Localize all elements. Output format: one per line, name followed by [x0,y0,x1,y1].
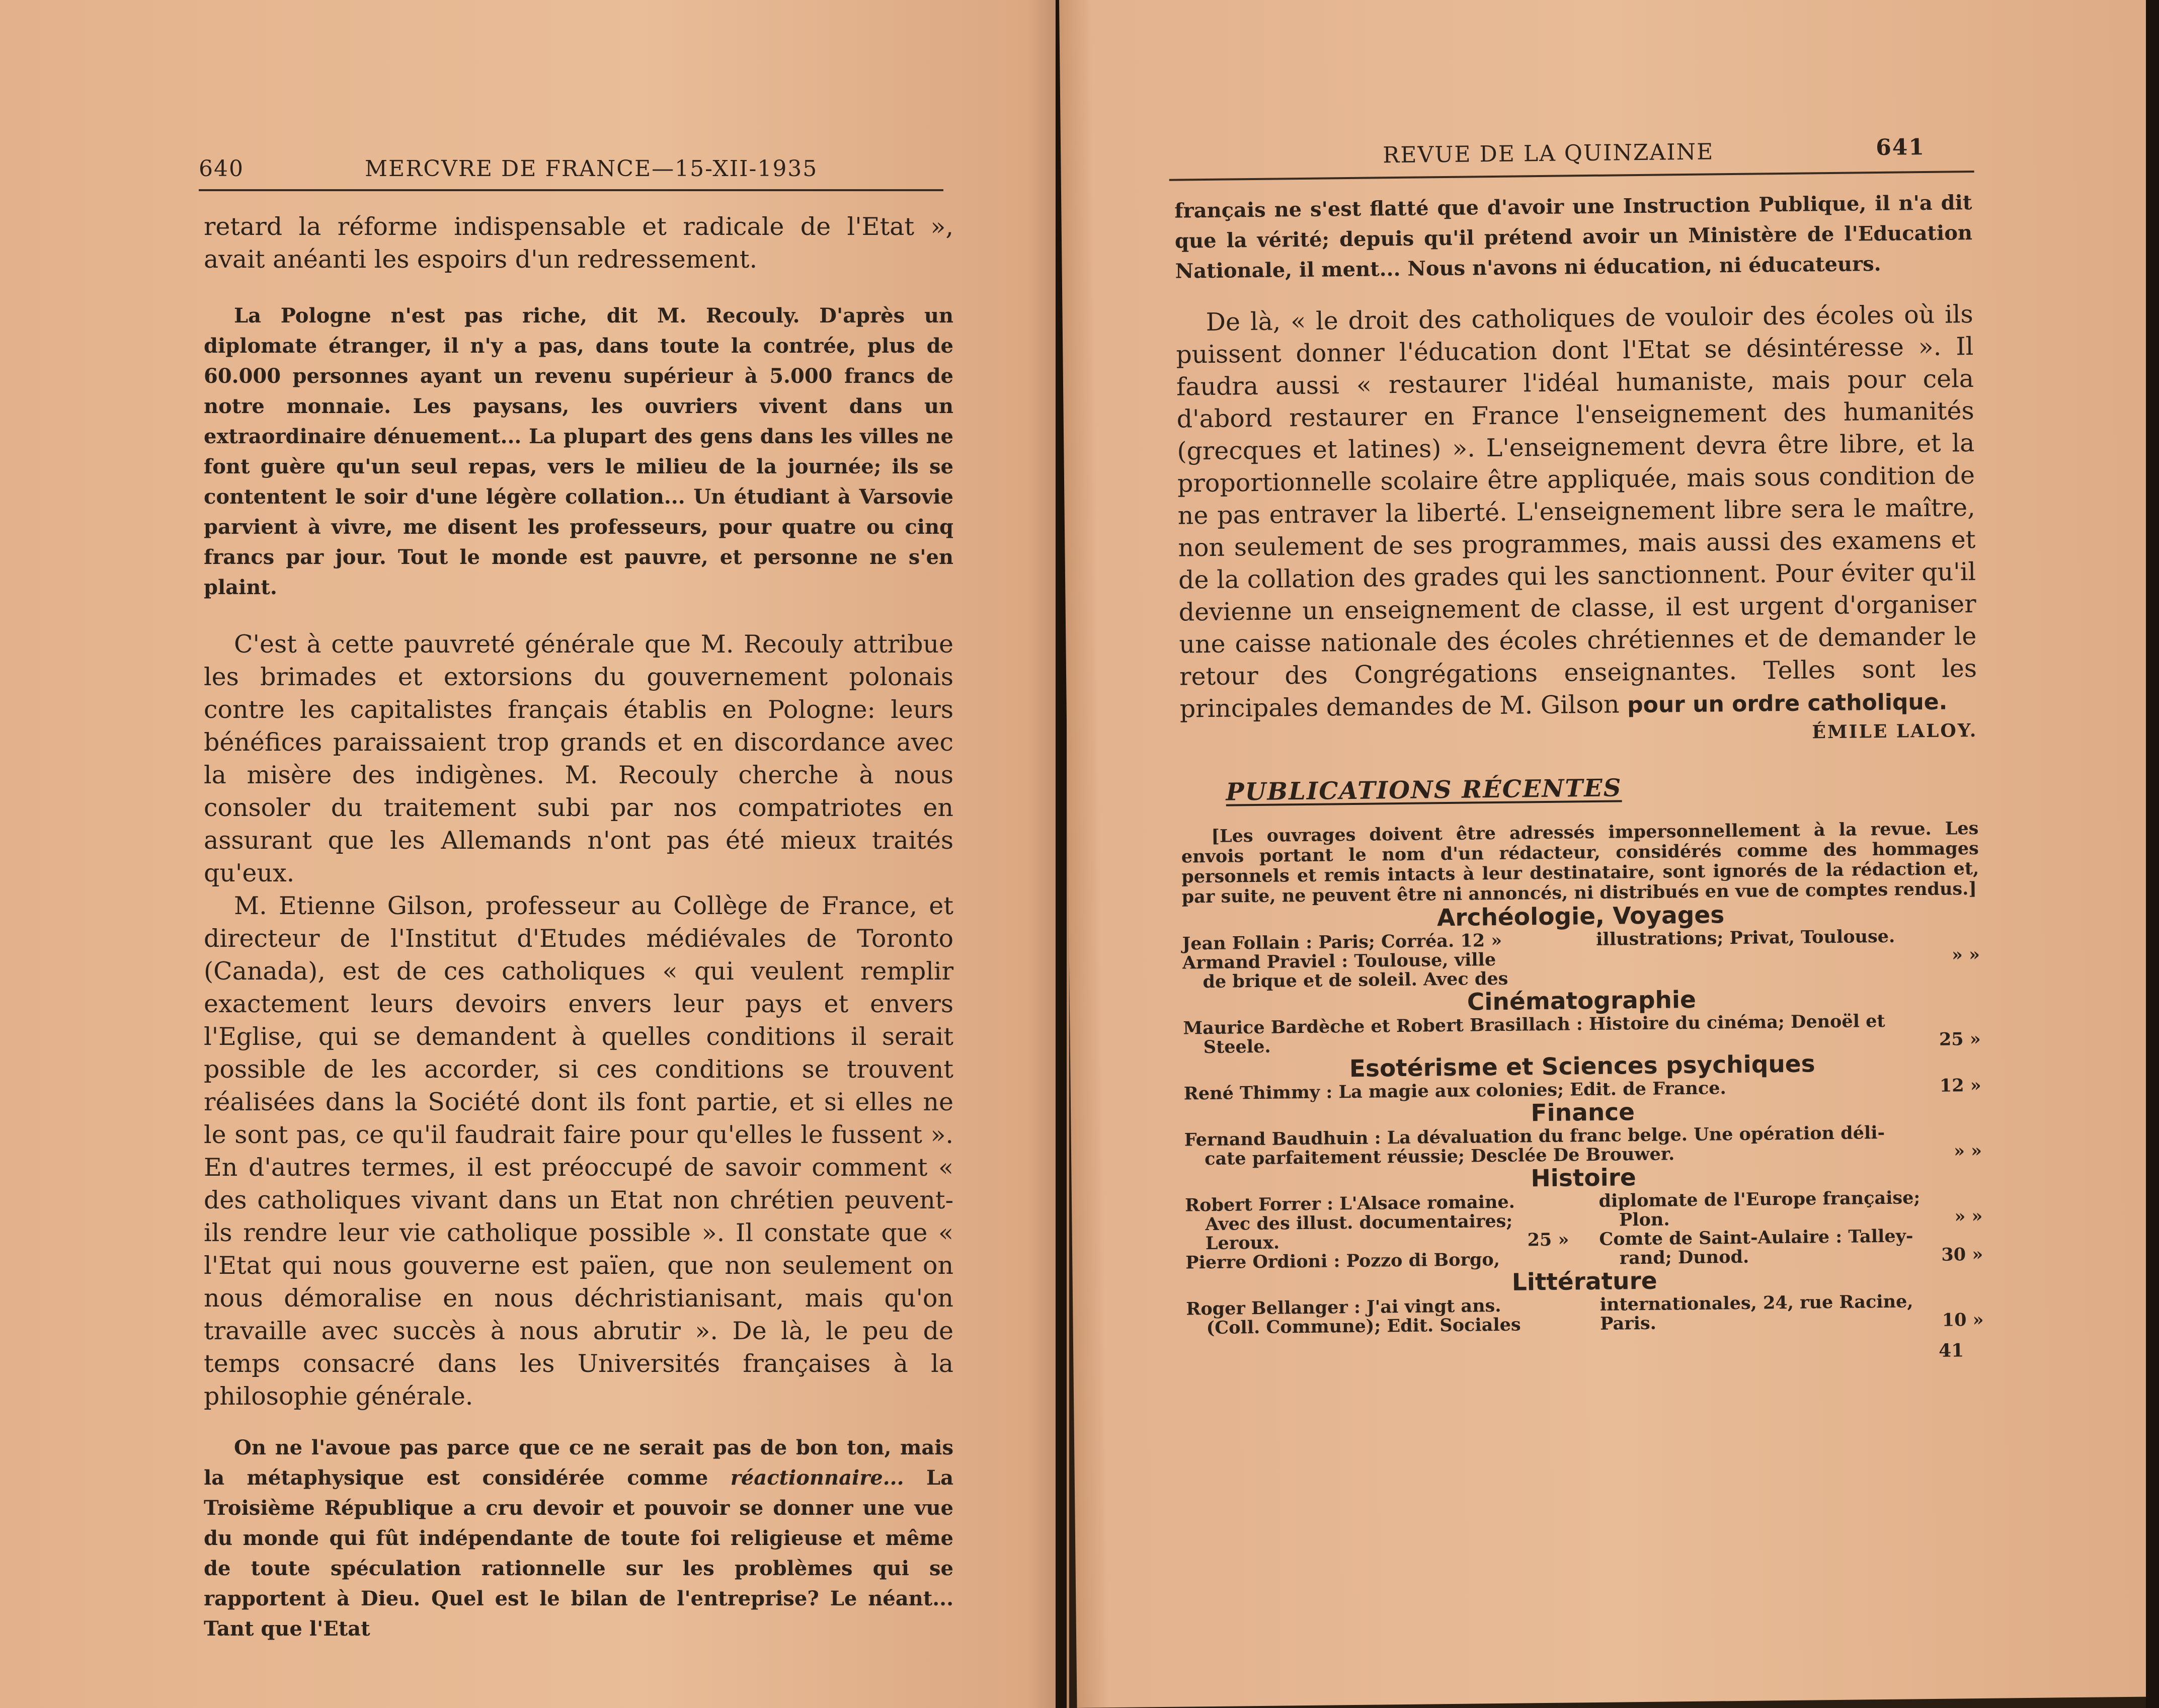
category-finance: Finance [1531,1098,1635,1127]
entries-archeologie [1182,926,1980,992]
entry-ordioni-price: » » [1954,1205,1983,1227]
left-page [0,0,1069,1708]
paragraph-continued: retard la réforme indispensable et radicale de l'Etat », avait anéanti les espoirs d'un redressement. [204,212,953,274]
category-litterature: Littérature [1511,1267,1657,1296]
entry-bellanger-line3: internationales, 24, rue Racine, [1600,1291,1913,1315]
quote-metaphysique-italic: réactionnaire... [730,1466,904,1490]
entry-thimmy: René Thimmy : La magie aux colonies; Edit. de France. [1183,1078,1726,1104]
quote-instruction: français ne s'est flatté que d'avoir une Instruction Publique, il n'a dit que la vérité; depuis qu'il prétend avoir un Ministère de l'Education Nationale, il ment... Nous n'avons ni éducation, ni éducateurs. [1174,191,1973,283]
entry-praviel-line2: de brique et de soleil. Avec des [1203,968,1508,993]
page-number-left: 640 [199,156,244,182]
category-esoterisme: Esotérisme et Sciences psychiques [1349,1050,1815,1083]
running-head-left: MERCVRE DE FRANCE—15-XII-1935 [365,156,818,182]
paragraph-ecoles-bold: pour un ordre catholique. [1627,689,1948,718]
entry-follain: Jean Follain : Paris; Corréa. 12 » [1182,930,1502,954]
signature: ÉMILE LALOY. [1812,719,1978,743]
entry-bardeche-line2: Steele. [1203,1036,1271,1058]
entry-forrer-line1: Robert Forrer : L'Alsace romaine. [1184,1191,1515,1216]
entry-bellanger-line4: Paris. [1600,1313,1657,1334]
right-page [1059,0,2159,1708]
quote-metaphysique-text: On ne l'avoue pas parce que ce ne serait pas de bon ton, mais la métaphysique est considérée comme [204,1436,953,1490]
page-number-right: 641 [1875,134,1926,161]
book-edge-right [2146,0,2159,1708]
entry-baudhuin-price: » » [1953,1140,1982,1162]
category-cinema: Cinématographie [1467,986,1697,1016]
entry-bardeche-price: 25 » [1939,1028,1981,1050]
category-histoire: Histoire [1531,1164,1637,1193]
category-archeologie: Archéologie, Voyages [1436,901,1725,932]
publications-note: [Les ouvrages doivent être adressés impersonnellement à la revue. Les envois portant le nom d'un rédacteur, considérés comme des hommages personnels et remis intacts à leur destinataire, sont ignorés de la rédaction et, par suite, ne peuvent être ni annoncés, ni distribués en vue de comptes rendus.] [1181,818,1979,908]
left-text-column [204,210,953,1644]
entry-praviel-line1: Armand Praviel : Toulouse, ville [1182,949,1496,973]
entry-thimmy-price: 12 » [1939,1075,1981,1096]
right-text-column [1174,188,1984,1369]
entry-forrer-line2: Avec des illust. documentaires; [1205,1210,1513,1235]
signature-mark: 41 [1938,1340,1964,1361]
entry-praviel-cont: illustrations; Privat, Toulouse. [1595,926,1895,950]
running-head-right: REVUE DE LA QUINZAINE [1383,139,1714,169]
header-rule-right [1169,171,1974,181]
header-rule-left [199,189,943,191]
entry-ordioni-cont [1598,1188,1982,1230]
entry-ordioni: Pierre Ordioni : Pozzo di Borgo, [1185,1249,1500,1273]
entry-bellanger-line1: Roger Bellanger : J'ai vingt ans. [1186,1295,1501,1320]
entry-saint-aulaire-line1: Comte de Saint-Aulaire : Talley- [1599,1226,1913,1250]
paragraph-ecoles [1175,298,1977,726]
entry-baudhuin: Fernand Baudhuin : La dévaluation du franc belge. Une opération déli- [1184,1122,1885,1151]
paragraph-ecoles-text: De là, « le droit des catholiques de vouloir des écoles où ils puissent donner l'éducation dont l'Etat se désintéresse ». Il faudra aussi « restaurer l'idéal humaniste, mais pour cela d'abord restaurer en France l'enseignement des humanités (grecques et latines) ». L'enseignement devra être libre, et la proportionnelle scolaire être appliquée, mais sous condition de ne pas entraver la liberté. L'enseignement libre sera le maître, non seulement de ses programmes, mais aussi des examens et de la collation des grades qui les sanctionnent. Pour éviter qu'il devienne un enseignement de classe, il est urgent d'organiser une caisse nationale des écoles chrétiennes et de demander le retour des Congrégations enseignantes. Telles sont les principales demandes de M. Gilson [1176,300,1977,723]
entry-bellanger-price: 10 » [1942,1309,1984,1331]
entry-praviel-price: » » [1951,944,1980,965]
entry-baudhuin-line2: cate parfaitement réussie; Desclée De Brouwer. [1204,1144,1675,1170]
entries-histoire [1185,1188,1983,1273]
entry-saint-aulaire [1599,1226,1983,1268]
entry-forrer-line3: Leroux. [1205,1232,1280,1254]
entry-bardeche: Maurice Bardèche et Robert Brasillach : Histoire du cinéma; Denoël et [1183,1010,1885,1039]
paragraph-gilson: M. Etienne Gilson, professeur au Collège de France, et directeur de l'Institut d'Etudes médiévales de Toronto (Canada), est de ces catholiques « qui veulent remplir exactement leurs devoirs envers leur pays et envers l'Eglise, qui se demandent à quelles conditions il serait possible de les accorder, si ces conditions se trouvent réalisées dans la Société dont ils font partie, et si elles ne le sont pas, ce qu'il faudrait faire pour qu'elles le fussent ». En d'autres termes, il est préoccupé de savoir comment « des catholiques vivant dans un Etat non chrétien peuvent-ils rendre leur vie catholique possible ». Il constate que « l'Etat qui nous gouverne est païen, que non seulement on nous démoralise en nous déchristianisant, mais qu'on travaille avec succès à nous abrutir ». De là, le peu de temps consacré dans les Universités françaises à la philosophie générale. [204,891,953,1411]
publications-title: PUBLICATIONS RÉCENTES [1226,774,1622,806]
quote-recouly: La Pologne n'est pas riche, dit M. Recouly. D'après un diplomate étranger, il n'y a pas, dans toute la contrée, plus de 60.000 personnes ayant un revenu supérieur à 5.000 francs de notre monnaie. Les paysans, les ouvriers vivent dans un extraordinaire dénuement... La plupart des gens dans les villes ne font guère qu'un seul repas, vers le milieu de la journée; ils se contentent le soir d'une légère collation... Un étudiant à Varsovie parvient à vivre, me disent les professeurs, pour quatre ou cinq francs par jour. Tout le monde est pauvre, et personne ne s'en plaint. [204,304,953,599]
entry-forrer [1185,1192,1569,1254]
entry-praviel [1182,950,1566,992]
quote-metaphysique [204,1433,953,1644]
quote-metaphysique-rest: La Troisième République a cru devoir et pouvoir se donner une vue du monde qui fût indépendante de toute foi religieuse et même de toute spéculation rationnelle sur les problèmes qui se rapportent à Dieu. Quel est le bilan de l'entreprise? Le néant... Tant que l'Etat [204,1466,953,1641]
entries-litterature [1186,1291,1984,1338]
entry-bellanger [1186,1296,1570,1338]
entry-ordioni-line2: diplomate de l'Europe française; [1598,1187,1921,1211]
entry-bellanger-line2: (Coll. Commune); Edit. Sociales [1206,1314,1521,1339]
paragraph-pauvrete: C'est à cette pauvreté générale que M. Recouly attribue les brimades et extorsions du gouvernement polonais contre les capitalistes français établis en Pologne: leurs bénéfices paraissaient trop grands et en discordance avec la misère des indigènes. M. Recouly cherche à nous consoler du traitement subi par nos compatriotes en assurant que les Allemands n'ont pas été mieux traités qu'eux. [204,630,953,887]
entry-saint-aulaire-line2: rand; Dunod. [1619,1246,1749,1269]
entry-forrer-price: 25 » [1527,1229,1569,1251]
entry-bellanger-cont [1600,1291,1984,1334]
entry-saint-aulaire-price: 30 » [1941,1244,1983,1265]
entry-ordioni-line3: Plon. [1619,1209,1670,1231]
